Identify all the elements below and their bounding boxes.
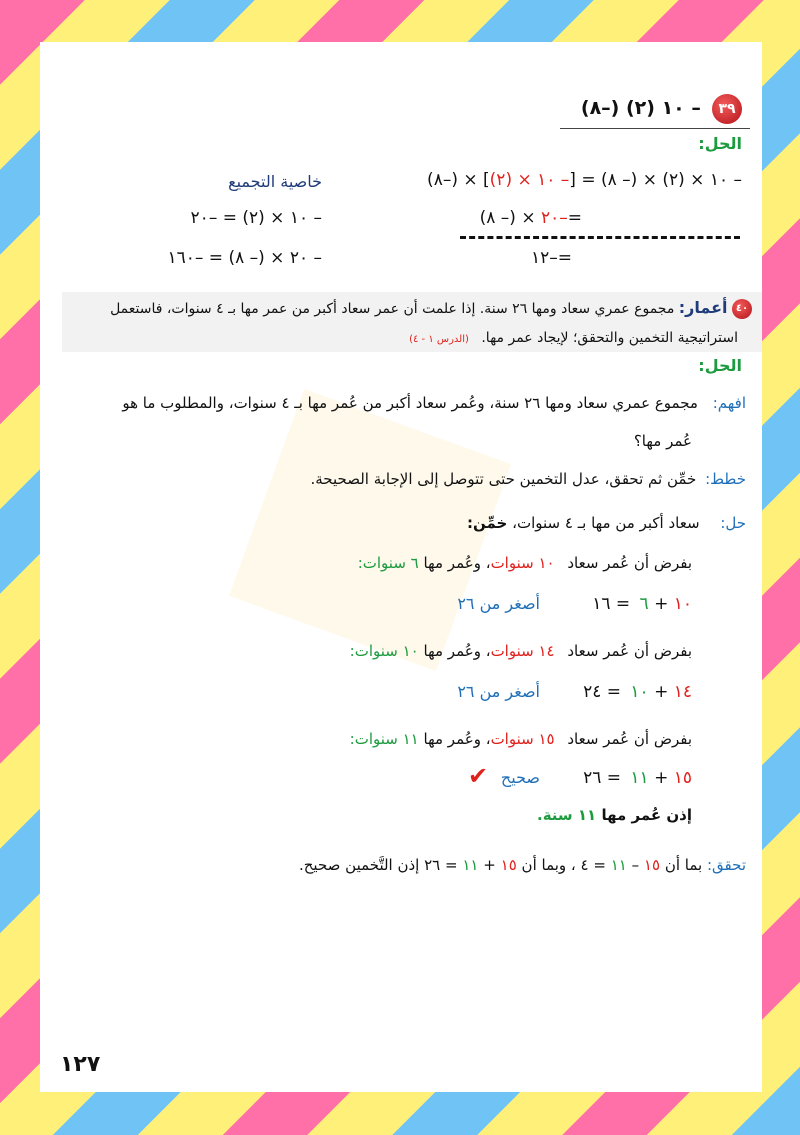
trial-2-assumption xyxy=(350,642,692,660)
verify-n2: ١١ xyxy=(610,856,627,874)
trial-2-b: ١٠ xyxy=(630,682,649,702)
q39-line1-right: ] × (–٨) xyxy=(427,170,490,190)
q40-title: أعمار: xyxy=(678,298,728,317)
verify-n3: ١٥ xyxy=(500,856,517,874)
plan-label: خطط: xyxy=(705,470,746,488)
understand-label: افهم: xyxy=(712,394,746,412)
q39-line2-right: – ١٠ × (٢) = –٢٠ xyxy=(190,208,322,228)
guess-word: خمِّن: xyxy=(467,514,508,532)
section-divider xyxy=(460,236,740,239)
understand-line1: مجموع عمري سعاد ومها ٢٦ سنة، وعُمر سعاد أكبر من عُمر مها بـ ٤ سنوات، والمطلوب ما هو xyxy=(122,394,698,412)
q40-text-line2: استراتيجية التخمين والتحقق؛ لإيجاد عمر مها. xyxy=(481,330,738,346)
q39-line2-eq: = xyxy=(567,208,582,228)
q39-line1-left: – ١٠ × (٢) × (– ٨) = [ xyxy=(569,170,742,190)
trial-3-mid: ، وعُمر مها xyxy=(423,730,491,748)
trial-3-a: ١٥ xyxy=(673,768,692,788)
trial-1-sum: = ١٦ xyxy=(592,594,631,614)
q39-number-badge: ٣٩ xyxy=(712,94,742,124)
q39-header xyxy=(581,94,742,124)
trial-3-maha-age: ١١ سنوات: xyxy=(349,730,419,748)
conclusion-answer: ١١ سنة. xyxy=(537,806,597,824)
q39-line1 xyxy=(427,170,742,190)
conclusion xyxy=(537,806,692,824)
q40-lesson-ref: (الدرس ١ - ٤) xyxy=(409,334,469,345)
q39-line2-red: –٢٠ xyxy=(540,208,568,228)
trial-1-prefix: بفرض أن عُمر سعاد xyxy=(567,554,692,572)
trial-3-prefix: بفرض أن عُمر سعاد xyxy=(567,730,692,748)
trial-1-maha-age: ٦ سنوات: xyxy=(357,554,419,572)
trial-3-equation: ١٥ + ١١ = ٢٦ xyxy=(583,768,692,788)
verify-minus: – xyxy=(631,856,640,874)
solve-intro: سعاد أكبر من مها بـ ٤ سنوات، xyxy=(512,514,700,532)
trial-1-a: ١٠ xyxy=(673,594,692,614)
trial-1-assumption xyxy=(358,554,692,572)
trial-2-equation: ١٤ + ١٠ = ٢٤ xyxy=(583,682,692,702)
plan-text: خمِّن ثم تحقق، عدل التخمين حتى تتوصل إلى الإجابة الصحيحة. xyxy=(310,470,697,488)
trial-1-saad-age: ١٠ سنوات xyxy=(490,554,555,572)
trial-2-a: ١٤ xyxy=(673,682,692,702)
solve-row xyxy=(467,514,746,532)
trial-3-saad-age: ١٥ سنوات xyxy=(490,730,555,748)
verify-a: بما أن xyxy=(664,856,703,874)
trial-1-result: أصغر من ٢٦ xyxy=(457,594,540,613)
trial-1-equation: ١٠ + ٦ = ١٦ xyxy=(592,594,692,614)
solve-label: حل: xyxy=(720,514,746,532)
trial-2-sum: = ٢٤ xyxy=(583,682,621,702)
q40-line2 xyxy=(409,330,738,346)
q39-line1-red: – ١٠ × (٢) xyxy=(489,170,570,190)
verify-plus: + xyxy=(483,856,496,874)
trial-2-prefix: بفرض أن عُمر سعاد xyxy=(567,642,692,660)
understand-row xyxy=(122,394,746,412)
q39-line2-left xyxy=(480,208,582,228)
q39-expression: – ١٠ (٢) (–٨) xyxy=(580,96,701,119)
q39-line3-left: =–١٢ xyxy=(530,248,572,268)
page-number: ١٢٧ xyxy=(60,1052,101,1077)
q39-solution-label: الحل: xyxy=(698,134,742,153)
trial-2-maha-age: ١٠ سنوات: xyxy=(349,642,419,660)
verify-row xyxy=(299,856,746,874)
verify-n4: ١١ xyxy=(462,856,479,874)
plan-row xyxy=(311,470,747,488)
verify-n1: ١٥ xyxy=(643,856,661,874)
trial-2-saad-age: ١٤ سنوات xyxy=(490,642,555,660)
checkmark-icon: ✔ xyxy=(468,762,489,790)
q39-underline xyxy=(560,128,750,129)
verify-b: = ٤ ، وبما أن xyxy=(521,856,606,874)
trial-2-result: أصغر من ٢٦ xyxy=(457,682,540,701)
q39-property: خاصية التجميع xyxy=(228,172,322,191)
understand-line2: عُمر مها؟ xyxy=(633,432,692,450)
trial-3-sum: = ٢٦ xyxy=(583,768,621,788)
q39-line3-right: – ٢٠ × (– ٨) = –١٦٠ xyxy=(167,248,322,268)
q40-text-line1: مجموع عمري سعاد ومها ٢٦ سنة. إذا علمت أن عمر سعاد أكبر من عمر مها بـ ٤ سنوات، فاستعمل xyxy=(110,301,675,317)
trial-1-b: ٦ xyxy=(639,594,649,614)
verify-label: تحقق: xyxy=(706,856,746,874)
q39-line2-rest: × (– ٨) xyxy=(479,208,536,228)
trial-2-mid: ، وعُمر مها xyxy=(423,642,491,660)
q40-solution-label: الحل: xyxy=(698,356,742,375)
verify-c: = ٢٦ إذن التَّخمين صحيح. xyxy=(298,856,458,874)
q40-number-badge: ٤٠ xyxy=(732,299,752,319)
trial-3-b: ١١ xyxy=(630,768,649,788)
trial-3-result: صحيح xyxy=(500,768,540,787)
trial-1-mid: ، وعُمر مها xyxy=(423,554,491,572)
conclusion-text: إذن عُمر مها xyxy=(601,806,692,824)
trial-3-assumption xyxy=(350,730,692,748)
q40-line1 xyxy=(110,298,752,319)
